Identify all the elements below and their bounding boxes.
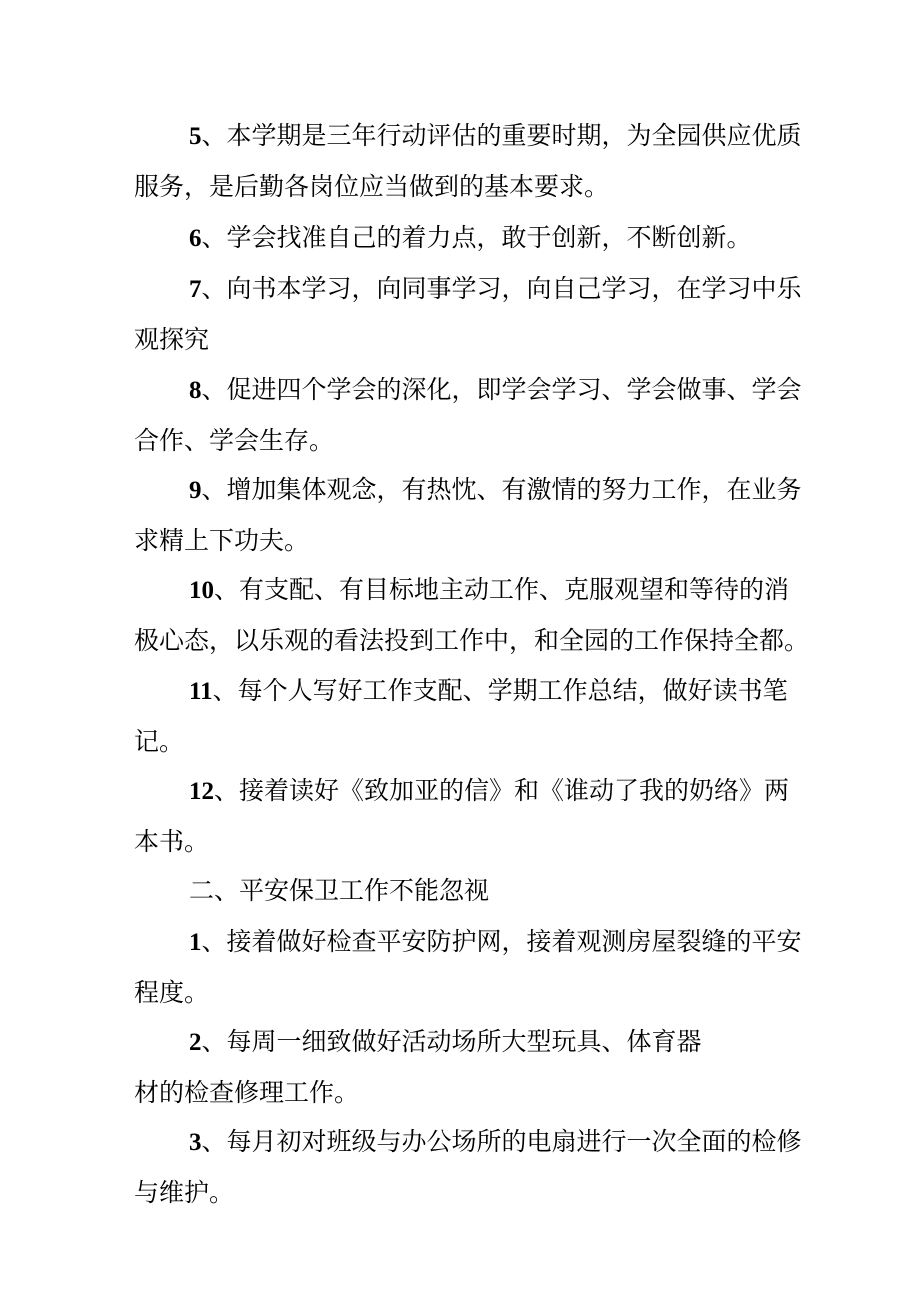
paragraph-line: 服务，是后勤各岗位应当做到的基本要求。 (134, 172, 610, 201)
paragraph-text: 、每个人写好工作支配、学期工作总结，做好读书笔 (212, 676, 788, 705)
item-number: 7 (189, 276, 202, 303)
paragraph-item-5 (134, 110, 802, 212)
paragraph-text: 、学会找准自己的着力点，敢于创新，不断创新。 (201, 223, 752, 252)
item-number: 12 (189, 778, 214, 805)
paragraph-text: 、增加集体观念，有热忱、有激情的努力工作，在业务 (201, 475, 802, 504)
section-heading (134, 865, 794, 916)
item-number: 8 (189, 377, 202, 404)
paragraph-line (134, 263, 802, 314)
paragraph-line (134, 765, 794, 816)
paragraph-text: 、有支配、有目标地主动工作、克服观望和等待的消 (214, 575, 790, 604)
paragraph-item-9 (134, 464, 802, 566)
paragraph-item-11 (134, 665, 794, 767)
paragraph-line: 观探究 (134, 325, 210, 354)
paragraph-text: 、向书本学习，向同事学习，向自己学习，在学习中乐 (201, 274, 802, 303)
paragraph-text: 、接着做好检查平安防护网，接着观测房屋裂缝的平安 (201, 927, 802, 956)
paragraph-line (134, 212, 794, 263)
paragraph-text: 、每月初对班级与办公场所的电扇进行一次全面的检修 (201, 1127, 802, 1156)
paragraph-item-8 (134, 364, 802, 466)
paragraph-line: 记。 (134, 727, 185, 756)
paragraph-item-6 (134, 212, 794, 263)
item-number: 5 (189, 123, 202, 150)
paragraph-line (134, 1116, 802, 1167)
paragraph-line: 本书。 (134, 827, 210, 856)
paragraph-line: 合作、学会生存。 (134, 426, 335, 455)
paragraph-line (134, 916, 802, 967)
paragraph-item-1 (134, 916, 802, 1018)
item-number: 1 (189, 929, 202, 956)
paragraph-line: 极心态，以乐观的看法投到工作中，和全园的工作保持全都。 (134, 626, 810, 655)
paragraph-item-3 (134, 1116, 802, 1218)
paragraph-item-7 (134, 263, 802, 365)
paragraph-line (134, 110, 802, 161)
paragraph-line: 程度。 (134, 978, 210, 1007)
paragraph-line (134, 464, 802, 515)
paragraph-line (134, 364, 802, 415)
paragraph-item-12 (134, 765, 794, 867)
item-number: 3 (189, 1129, 202, 1156)
paragraph-line (134, 564, 794, 615)
paragraph-text: 、促进四个学会的深化，即学会学习、学会做事、学会 (201, 375, 802, 404)
item-number: 9 (189, 477, 202, 504)
paragraph-line: 材的检查修理工作。 (134, 1078, 360, 1107)
paragraph-line: 求精上下功夫。 (134, 526, 310, 555)
paragraph-item-2 (134, 1016, 794, 1118)
item-number: 6 (189, 225, 202, 252)
paragraph-line (134, 665, 794, 716)
item-number: 11 (189, 678, 213, 705)
paragraph-text: 、接着读好《致加亚的信》和《谁动了我的奶络》两 (214, 776, 790, 805)
paragraph-text: 、每周一细致做好活动场所大型玩具、体育器 (201, 1027, 702, 1056)
paragraph-line (134, 1016, 794, 1067)
paragraph-line: 与维护。 (134, 1178, 235, 1207)
section-heading-text: 二、平安保卫工作不能忽视 (189, 876, 490, 905)
paragraph-item-10 (134, 564, 810, 666)
item-number: 2 (189, 1029, 202, 1056)
paragraph-text: 、本学期是三年行动评估的重要时期，为全园供应优质 (201, 121, 802, 150)
item-number: 10 (189, 577, 214, 604)
